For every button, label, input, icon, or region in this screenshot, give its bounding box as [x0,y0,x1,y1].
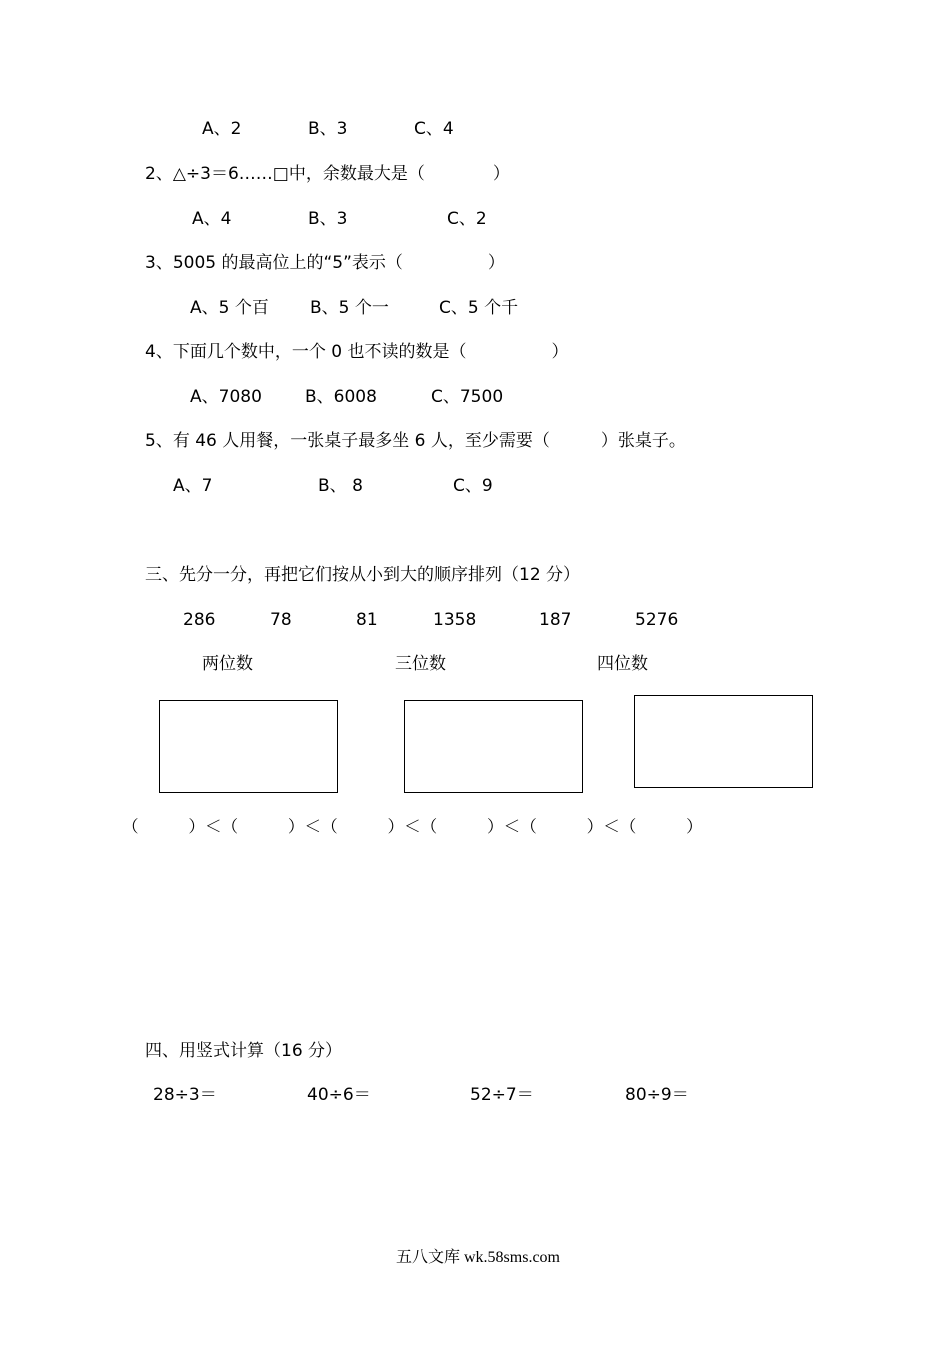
q5-option-a: A、7 [173,476,213,496]
number-item: 81 [356,610,378,630]
number-item: 78 [270,610,292,630]
footer-watermark: 五八文库 wk.58sms.com [396,1249,561,1266]
answer-box-four-digit [634,695,813,788]
division-problem: 52÷7＝ [470,1085,534,1105]
section3-title: 三、先分一分，再把它们按从小到大的顺序排列（12 分） [145,565,581,585]
q3-option-b: B、5 个一 [310,298,389,318]
group-label-three-digit: 三位数 [395,654,446,674]
q3-option-c: C、5 个千 [439,298,519,318]
division-problem: 40÷6＝ [307,1085,371,1105]
answer-box-two-digit [159,700,338,793]
answer-box-three-digit [404,700,583,793]
number-item: 1358 [433,610,477,630]
number-item: 5276 [635,610,679,630]
q2-stem: 2、△÷3＝6……□中，余数最大是（ ） [145,164,510,184]
number-item: 187 [539,610,572,630]
section4-title: 四、用竖式计算（16 分） [145,1041,343,1061]
q5-stem: 5、有 46 人用餐，一张桌子最多坐 6 人，至少需要（ ）张桌子。 [145,431,686,451]
number-item: 286 [183,610,216,630]
q5-option-c: C、9 [453,476,493,496]
q4-option-a: A、7080 [190,387,262,407]
q2-option-b: B、3 [308,209,348,229]
q5-option-b: B、 8 [318,476,363,496]
q4-stem: 4、下面几个数中，一个 0 也不读的数是（ ） [145,342,569,362]
division-problem: 80÷9＝ [625,1085,689,1105]
q1-option-c: C、4 [414,119,454,139]
q2-option-a: A、4 [192,209,232,229]
group-label-four-digit: 四位数 [597,654,648,674]
q1-option-b: B、3 [308,119,348,139]
q3-option-a: A、5 个百 [190,298,269,318]
group-label-two-digit: 两位数 [202,654,253,674]
q2-option-c: C、2 [447,209,487,229]
q3-stem: 3、5005 的最高位上的“5”表示（ ） [145,253,505,273]
q4-option-c: C、7500 [431,387,504,407]
division-problem: 28÷3＝ [153,1085,217,1105]
q4-option-b: B、6008 [305,387,377,407]
ordering-line: （ ）＜（ ）＜（ ）＜（ ）＜（ ）＜（ ） [122,817,703,836]
q1-option-a: A、2 [202,119,242,139]
